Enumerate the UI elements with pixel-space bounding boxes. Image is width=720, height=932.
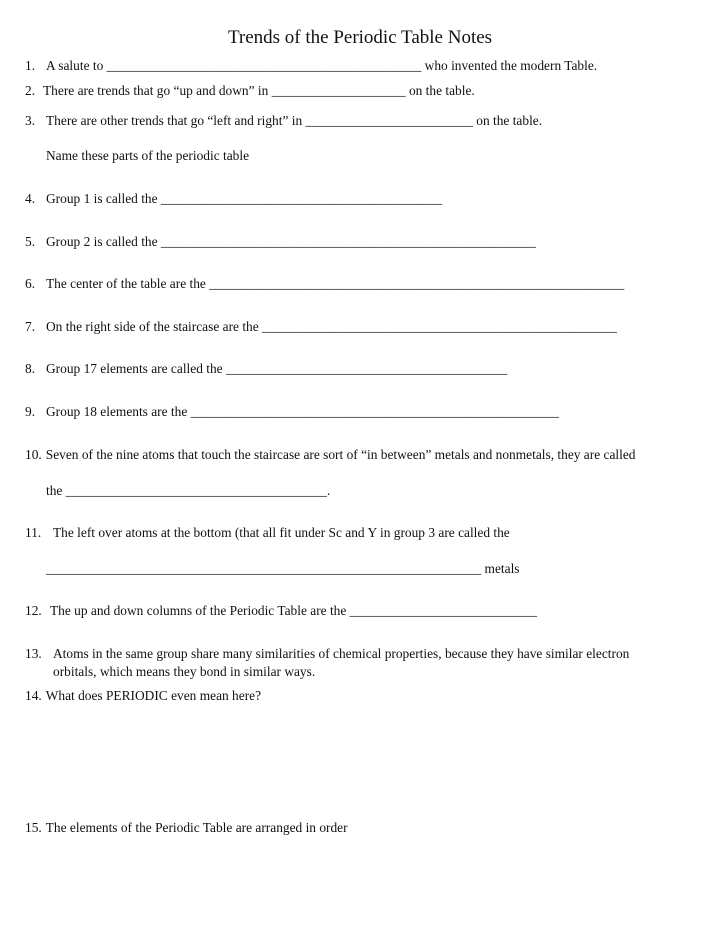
answer-blank[interactable]: ________________________________________________________: [160, 234, 536, 249]
question-number: 6.: [25, 276, 36, 291]
question-text-end: on the table.: [472, 113, 543, 128]
question-2: [25, 82, 475, 100]
question-text: What does PERIODIC even mean here?: [45, 688, 262, 703]
answer-blank[interactable]: _____________________________________________________: [262, 319, 617, 334]
question-number: 11.: [25, 525, 42, 540]
question-text: Group 1 is called the: [46, 191, 161, 206]
question-number: 3.: [25, 113, 36, 128]
question-number: 5.: [25, 234, 36, 249]
answer-blank[interactable]: __________________________________________: [160, 191, 443, 206]
question-5: [25, 233, 536, 251]
question-text-end: on the table.: [405, 83, 475, 98]
question-text: Group 2 is called the: [46, 234, 161, 249]
question-text: The up and down columns of the Periodic Table are the: [50, 603, 350, 618]
question-number: 4.: [25, 191, 36, 206]
question-8: [25, 360, 507, 378]
question-text: The center of the table are the: [46, 276, 210, 291]
question-9: [25, 403, 559, 421]
answer-blank[interactable]: _______________________________________________________: [190, 404, 559, 419]
question-text: The elements of the Periodic Table are arranged in order: [45, 820, 348, 835]
question-text-end: .: [326, 483, 331, 498]
question-number: 7.: [25, 319, 36, 334]
answer-blank[interactable]: _________________________________________________________________: [46, 561, 482, 576]
question-4: [25, 190, 442, 208]
question-number: 1.: [25, 58, 36, 73]
question-text: Seven of the nine atoms that touch the staircase are sort of “in between” metals and nonmetals, they are called: [45, 447, 636, 462]
answer-blank[interactable]: ______________________________________________________________: [209, 276, 625, 291]
question-11: [25, 524, 510, 542]
answer-blank[interactable]: __________________________________________: [225, 361, 508, 376]
answer-blank[interactable]: ____________________________: [349, 603, 538, 618]
question-number: 10.: [25, 447, 42, 462]
question-10-continued: [46, 482, 330, 500]
question-7: [25, 318, 617, 336]
question-text: There are other trends that go “left and right” in: [46, 113, 306, 128]
section-subheading: Name these parts of the periodic table: [46, 148, 250, 163]
question-10: [25, 446, 635, 464]
question-15: [25, 819, 348, 837]
question-6: [25, 275, 624, 293]
question-text-end: metals: [481, 561, 520, 576]
question-number: 2.: [25, 83, 36, 98]
answer-blank[interactable]: _______________________________________: [65, 483, 327, 498]
question-number: 12.: [25, 603, 42, 618]
question-number: 13.: [25, 646, 42, 661]
question-text: The left over atoms at the bottom (that all fit under Sc and Y in group 3 are called the: [53, 525, 510, 540]
question-13-continued: [53, 663, 315, 681]
question-11-continued: [46, 560, 520, 578]
question-text: On the right side of the staircase are the: [46, 319, 263, 334]
question-1: [25, 57, 597, 75]
question-text: A salute to: [46, 58, 107, 73]
answer-blank[interactable]: _________________________: [305, 113, 473, 128]
question-number: 8.: [25, 361, 36, 376]
question-14: [25, 687, 261, 705]
question-text: the: [46, 483, 66, 498]
question-text: Group 17 elements are called the: [46, 361, 226, 376]
question-number: 9.: [25, 404, 36, 419]
question-text: Atoms in the same group share many similarities of chemical properties, because they have similar electron: [53, 646, 630, 661]
question-3: [25, 112, 542, 130]
answer-blank[interactable]: ____________________: [271, 83, 406, 98]
question-number: 14.: [25, 688, 42, 703]
question-number: 15.: [25, 820, 42, 835]
question-text: There are trends that go “up and down” in: [43, 83, 272, 98]
question-text: orbitals, which means they bond in similar ways.: [53, 664, 316, 679]
answer-blank[interactable]: _______________________________________________: [106, 58, 422, 73]
question-text-end: who invented the modern Table.: [421, 58, 598, 73]
page-title: Trends of the Periodic Table Notes: [227, 27, 493, 48]
question-13: [25, 645, 629, 663]
question-12: [25, 602, 537, 620]
question-text: Group 18 elements are the: [46, 404, 191, 419]
